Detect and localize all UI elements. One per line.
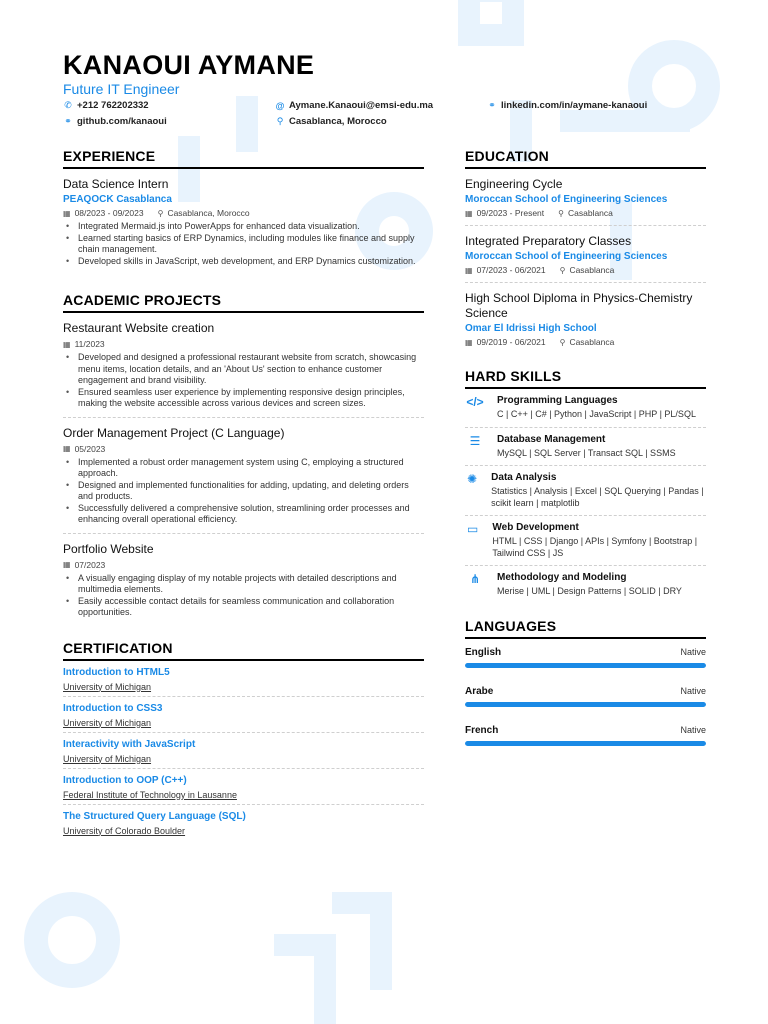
language-entry bbox=[465, 678, 706, 717]
language-bar bbox=[465, 663, 706, 668]
skill-group bbox=[465, 466, 706, 516]
entry-title: Integrated Preparatory Classes bbox=[465, 234, 632, 248]
contact-email[interactable] bbox=[275, 100, 433, 111]
contact-github[interactable] bbox=[63, 116, 167, 127]
hierarchy-icon: ⋔ bbox=[469, 572, 481, 586]
language-name: French bbox=[465, 724, 499, 736]
entry-meta bbox=[465, 208, 706, 218]
calendar-icon: ▦ bbox=[465, 337, 473, 347]
education-entry bbox=[465, 283, 706, 354]
contact-phone[interactable] bbox=[63, 100, 149, 111]
email-text: Aymane.Kanaoui@emsi-edu.ma bbox=[289, 100, 434, 111]
skill-name: Database Management bbox=[497, 433, 606, 445]
cert-title: Introduction to HTML5 bbox=[63, 666, 170, 678]
experience-section bbox=[63, 148, 424, 274]
entry-title: Portfolio Website bbox=[63, 541, 154, 556]
entry-bullets bbox=[63, 457, 424, 526]
entry-meta bbox=[63, 339, 424, 349]
skill-group bbox=[465, 428, 706, 467]
database-icon: ☰ bbox=[469, 433, 481, 448]
entry-meta bbox=[63, 560, 424, 570]
entry-location: Casablanca bbox=[569, 337, 615, 347]
candidate-name: KANAOUI AYMANE bbox=[63, 50, 315, 80]
language-bar bbox=[465, 702, 706, 707]
right-column bbox=[465, 148, 706, 756]
entry-bullets bbox=[63, 573, 424, 619]
phone-icon: ✆ bbox=[64, 100, 72, 110]
languages-heading: LANGUAGES bbox=[465, 618, 706, 639]
left-column bbox=[63, 148, 424, 840]
bullet-item: • Learned starting basics of ERP Dynamics, including modules like finance and supply chain management. bbox=[63, 233, 424, 256]
entry-title: Restaurant Website creation bbox=[63, 321, 215, 335]
entry-location: Casablanca, Morocco bbox=[167, 208, 250, 218]
contact-linkedin[interactable] bbox=[487, 100, 647, 111]
contact-location bbox=[275, 116, 387, 127]
certification-heading: CERTIFICATION bbox=[63, 640, 424, 661]
language-entry bbox=[465, 717, 706, 756]
language-level: Native bbox=[680, 647, 706, 657]
certification-entry bbox=[63, 661, 424, 697]
language-level: Native bbox=[680, 725, 706, 735]
entry-title: Data Science Intern bbox=[63, 177, 169, 191]
location-text: Casablanca, Morocco bbox=[289, 116, 387, 127]
bullet-item: • Developed and designed a professional restaurant website from scratch, showcasing menu items, location details, and an 'About Us' section to enhance customer engagement and brand visibility. bbox=[63, 352, 424, 387]
skill-name: Data Analysis bbox=[491, 472, 557, 483]
cert-institution: University of Michigan bbox=[63, 717, 152, 728]
project-entry bbox=[63, 313, 424, 418]
language-name: English bbox=[465, 646, 502, 658]
certification-section bbox=[63, 640, 424, 840]
entry-organization: Omar El Idrissi High School bbox=[465, 323, 597, 334]
entry-dates: 09/2023 - Present bbox=[476, 208, 545, 218]
lightbulb-icon: ✺ bbox=[467, 472, 478, 486]
language-bar-fill bbox=[465, 741, 706, 746]
calendar-icon: ▦ bbox=[63, 339, 71, 349]
calendar-icon: ▦ bbox=[63, 560, 71, 569]
projects-heading: ACADEMIC PROJECTS bbox=[63, 292, 424, 313]
linkedin-text: linkedin.com/in/aymane-kanaoui bbox=[501, 100, 648, 111]
education-heading: EDUCATION bbox=[465, 148, 706, 169]
cert-institution: University of Michigan bbox=[63, 753, 152, 764]
bullet-item: • Ensured seamless user experience by implementing responsive design principles, making the website accessible across various devices and screen sizes. bbox=[63, 387, 424, 410]
calendar-icon: ▦ bbox=[465, 208, 473, 218]
skill-items: HTML | CSS | Django | APIs | Symfony | Bootstrap | Tailwind CSS | JS bbox=[492, 536, 698, 558]
calendar-icon: ▦ bbox=[465, 265, 473, 275]
skills-section bbox=[465, 368, 706, 604]
skill-items: MySQL | SQL Server | Transact SQL | SSMS bbox=[497, 447, 676, 458]
bullet-item: • Easily accessible contact details for seamless communication and collaboration opportunities. bbox=[63, 596, 424, 619]
location-pin-icon: ⚲ bbox=[558, 208, 564, 218]
cert-institution: Federal Institute of Technology in Lausanne bbox=[63, 789, 237, 800]
location-pin-icon: ⚲ bbox=[559, 265, 566, 275]
skills-heading: HARD SKILLS bbox=[465, 368, 706, 389]
cert-title: Introduction to CSS3 bbox=[63, 702, 163, 714]
certification-entry bbox=[63, 805, 424, 840]
languages-section bbox=[465, 618, 706, 756]
cert-title: Interactivity with JavaScript bbox=[63, 738, 196, 750]
language-bar-fill bbox=[465, 663, 706, 668]
cert-title: Introduction to OOP (C++) bbox=[63, 774, 187, 786]
bullet-item: • Implemented a robust order management system using C, employing a structured approach. bbox=[63, 457, 424, 480]
entry-dates: 11/2023 bbox=[74, 339, 105, 349]
experience-entry bbox=[63, 169, 424, 274]
skill-name: Programming Languages bbox=[497, 395, 618, 406]
at-sign-icon: @ bbox=[275, 100, 285, 111]
bullet-item: • Successfully delivered a comprehensive solution, streamlining order processes and enhancing overall operational efficiency. bbox=[63, 503, 424, 526]
entry-dates: 07/2023 bbox=[74, 559, 106, 570]
entry-title: Engineering Cycle bbox=[465, 177, 563, 191]
phone-text: +212 762202332 bbox=[77, 100, 149, 111]
project-entry bbox=[63, 534, 424, 626]
entry-dates: 09/2019 - 06/2021 bbox=[476, 337, 546, 347]
entry-title: High School Diploma in Physics-Chemistry Science bbox=[465, 291, 693, 320]
entry-dates: 08/2023 - 09/2023 bbox=[74, 208, 144, 218]
skill-items: C | C++ | C# | Python | JavaScript | PHP | PL/SQL bbox=[497, 409, 696, 419]
skill-group bbox=[465, 516, 706, 566]
project-entry bbox=[63, 418, 424, 534]
skill-name: Web Development bbox=[492, 522, 579, 533]
entry-organization: PEAQOCK Casablanca bbox=[63, 194, 172, 205]
certification-entry bbox=[63, 733, 424, 769]
entry-title: Order Management Project (C Language) bbox=[63, 425, 285, 440]
entry-dates: 05/2023 bbox=[74, 443, 106, 454]
education-entry bbox=[465, 226, 706, 283]
projects-section bbox=[63, 292, 424, 626]
skill-group bbox=[465, 389, 706, 428]
entry-meta bbox=[465, 265, 706, 275]
calendar-icon: ▦ bbox=[63, 208, 71, 218]
cert-institution: University of Colorado Boulder bbox=[63, 825, 186, 836]
cert-title: The Structured Query Language (SQL) bbox=[63, 810, 246, 822]
skill-group bbox=[465, 566, 706, 604]
entry-meta bbox=[465, 337, 706, 347]
entry-organization: Moroccan School of Engineering Sciences bbox=[465, 251, 668, 262]
language-level: Native bbox=[680, 686, 706, 696]
link-icon: ⚭ bbox=[64, 116, 72, 126]
candidate-role: Future IT Engineer bbox=[63, 81, 180, 97]
experience-heading: EXPERIENCE bbox=[63, 148, 424, 169]
skill-items: Merise | UML | Design Patterns | SOLID | DRY bbox=[497, 586, 682, 596]
entry-bullets bbox=[63, 352, 424, 410]
entry-bullets bbox=[63, 221, 424, 267]
entry-organization: Moroccan School of Engineering Sciences bbox=[465, 194, 668, 205]
education-section bbox=[465, 148, 706, 354]
language-bar bbox=[465, 741, 706, 746]
location-pin-icon: ⚲ bbox=[157, 208, 164, 218]
certification-entry bbox=[63, 769, 424, 805]
entry-location: Casablanca bbox=[568, 208, 613, 218]
education-entry bbox=[465, 169, 706, 226]
location-pin-icon: ⚲ bbox=[276, 116, 284, 126]
github-text: github.com/kanaoui bbox=[77, 116, 167, 127]
certification-entry bbox=[63, 697, 424, 733]
entry-meta bbox=[63, 208, 424, 218]
skill-name: Methodology and Modeling bbox=[497, 572, 627, 583]
calendar-icon: ▦ bbox=[63, 444, 71, 453]
skill-items: Statistics | Analysis | Excel | SQL Querying | Pandas | scikit learn | matplotlib bbox=[491, 486, 704, 508]
language-name: Arabe bbox=[465, 685, 494, 697]
link-icon: ⚭ bbox=[488, 100, 496, 110]
bullet-item: • A visually engaging display of my notable projects with detailed descriptions and multimedia elements. bbox=[63, 573, 424, 596]
entry-dates: 07/2023 - 06/2021 bbox=[476, 265, 546, 275]
web-window-icon: ▭ bbox=[467, 522, 479, 536]
language-bar-fill bbox=[465, 702, 706, 707]
cert-institution: University of Michigan bbox=[63, 681, 152, 692]
bullet-item: • Designed and implemented functionalities for adding, updating, and deleting orders and products. bbox=[63, 480, 424, 503]
location-pin-icon: ⚲ bbox=[559, 337, 566, 347]
bullet-item: • Integrated Mermaid.js into PowerApps for enhanced data visualization. bbox=[63, 221, 424, 233]
code-icon: </> bbox=[466, 395, 484, 409]
bullet-item: • Developed skills in JavaScript, web development, and ERP Dynamics customization. bbox=[63, 256, 424, 268]
entry-meta bbox=[63, 444, 424, 454]
language-entry bbox=[465, 639, 706, 678]
entry-location: Casablanca bbox=[569, 265, 615, 275]
